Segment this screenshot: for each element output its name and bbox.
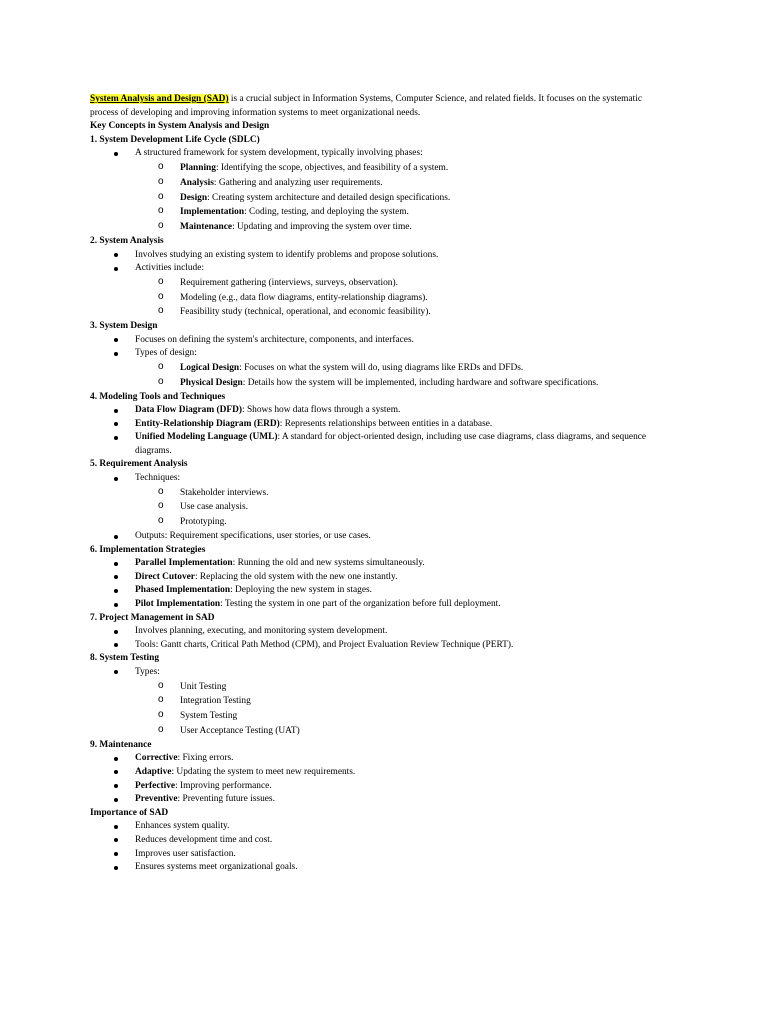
- list-item: Data Flow Diagram (DFD): Shows how data flows through a system.: [90, 404, 650, 418]
- sub-list-item: o Analysis: Gathering and analyzing user requirements.: [90, 176, 650, 191]
- list-item: Preventive: Preventing future issues.: [90, 793, 650, 807]
- sub-list: [90, 161, 650, 235]
- sub-list: [90, 680, 650, 739]
- list-item: Ensures systems meet organizational goals.: [90, 861, 650, 875]
- intro-text: is a crucial subject in Information Systems, Computer Science, and related fields. It focuses on the systematic process of developing and improving information systems to meet organizational needs.: [90, 94, 643, 118]
- section-heading: 8. System Testing: [90, 653, 160, 664]
- list-item: Parallel Implementation: Running the old and new systems simultaneously.: [90, 557, 650, 571]
- list-item: Reduces development time and cost.: [90, 834, 650, 848]
- list-item: Outputs: Requirement specifications, user stories, or use cases.: [90, 530, 650, 544]
- bullet-list: [90, 557, 650, 611]
- sub-list-item: o Modeling (e.g., data flow diagrams, entity-relationship diagrams).: [90, 291, 650, 306]
- list-item: Pilot Implementation: Testing the system in one part of the organization before full deployment.: [90, 598, 650, 612]
- list-item: Techniques:: [90, 472, 650, 486]
- list-item: Enhances system quality.: [90, 820, 650, 834]
- bullet-list: [90, 147, 650, 161]
- intro-highlight: System Analysis and Design (SAD): [90, 94, 229, 104]
- sub-list-item: o Stakeholder interviews.: [90, 486, 650, 501]
- section-heading: 2. System Analysis: [90, 235, 164, 246]
- sub-list-item: o System Testing: [90, 709, 650, 724]
- section-heading: 5. Requirement Analysis: [90, 459, 188, 470]
- list-item: Focuses on defining the system's architecture, components, and interfaces.: [90, 334, 650, 348]
- sub-list-item: o User Acceptance Testing (UAT): [90, 724, 650, 739]
- sub-list-item: o Planning: Identifying the scope, objectives, and feasibility of a system.: [90, 161, 650, 176]
- list-item: Entity-Relationship Diagram (ERD): Represents relationships between entities in a database.: [90, 418, 650, 432]
- section-heading: Importance of SAD: [90, 807, 169, 818]
- section-heading: 4. Modeling Tools and Techniques: [90, 391, 226, 402]
- sub-list-item: o Physical Design: Details how the system will be implemented, including hardware and software specifications.: [90, 376, 650, 391]
- list-item: Types of design:: [90, 347, 650, 361]
- document-page: [90, 93, 650, 875]
- sub-list-item: o Integration Testing: [90, 694, 650, 709]
- list-item: Phased Implementation: Deploying the new system in stages.: [90, 584, 650, 598]
- section-heading: 9. Maintenance: [90, 739, 152, 750]
- list-item: Tools: Gantt charts, Critical Path Method (CPM), and Project Evaluation Review Technique (PERT).: [90, 639, 650, 653]
- list-item: Unified Modeling Language (UML): A standard for object-oriented design, including use case diagrams, class diagrams, and sequence diagrams.: [90, 431, 650, 458]
- list-item: Corrective: Fixing errors.: [90, 752, 650, 766]
- list-item: Perfective: Improving performance.: [90, 780, 650, 794]
- section-heading: 3. System Design: [90, 321, 158, 332]
- bullet-list: [90, 820, 650, 874]
- bullet-list: [90, 530, 650, 544]
- sub-list-item: o Maintenance: Updating and improving the system over time.: [90, 220, 650, 235]
- bullet-list: [90, 752, 650, 806]
- sub-list-item: o Use case analysis.: [90, 500, 650, 515]
- list-item: Types:: [90, 666, 650, 680]
- sub-list: [90, 276, 650, 320]
- list-item: Direct Cutover: Replacing the old system with the new one instantly.: [90, 571, 650, 585]
- sub-list-item: o Unit Testing: [90, 680, 650, 695]
- sub-list-item: o Implementation: Coding, testing, and deploying the system.: [90, 205, 650, 220]
- list-item: Adaptive: Updating the system to meet new requirements.: [90, 766, 650, 780]
- sub-list: [90, 361, 650, 391]
- sub-list-item: o Prototyping.: [90, 515, 650, 530]
- bullet-list: [90, 666, 650, 680]
- list-item: Activities include:: [90, 262, 650, 276]
- sub-list-item: o Feasibility study (technical, operational, and economic feasibility).: [90, 305, 650, 320]
- list-item: Involves planning, executing, and monitoring system development.: [90, 625, 650, 639]
- bullet-list: [90, 472, 650, 486]
- section-heading: 7. Project Management in SAD: [90, 612, 215, 623]
- list-item: Improves user satisfaction.: [90, 848, 650, 862]
- sub-list-item: o Design: Creating system architecture and detailed design specifications.: [90, 191, 650, 206]
- bullet-list: [90, 625, 650, 652]
- list-item: Involves studying an existing system to identify problems and propose solutions.: [90, 249, 650, 263]
- section-heading: 6. Implementation Strategies: [90, 544, 206, 555]
- bullet-list: [90, 334, 650, 361]
- intro-paragraph: [90, 93, 650, 120]
- sub-list: [90, 486, 650, 530]
- list-item: A structured framework for system development, typically involving phases:: [90, 147, 650, 161]
- sub-list-item: o Requirement gathering (interviews, surveys, observation).: [90, 276, 650, 291]
- bullet-list: [90, 404, 650, 458]
- section-heading: 1. System Development Life Cycle (SDLC): [90, 134, 260, 145]
- bullet-list: [90, 249, 650, 276]
- key-concepts-heading: Key Concepts in System Analysis and Design: [90, 121, 270, 132]
- sub-list-item: o Logical Design: Focuses on what the system will do, using diagrams like ERDs and DFDs.: [90, 361, 650, 376]
